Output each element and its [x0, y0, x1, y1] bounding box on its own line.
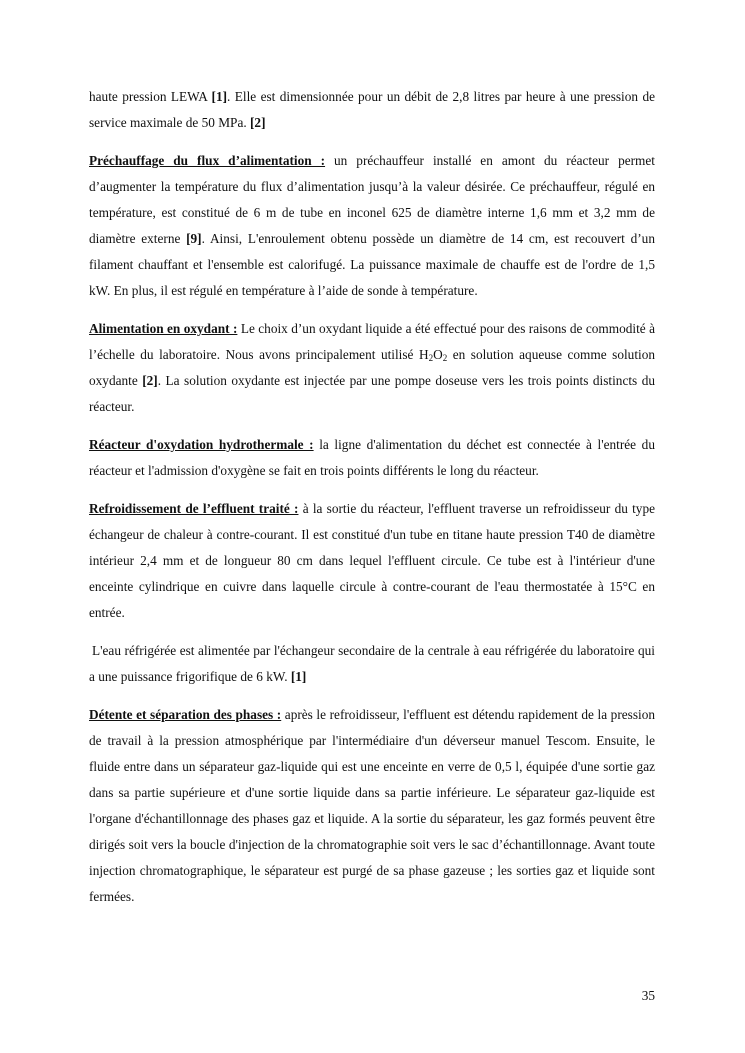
page-body [89, 84, 655, 922]
section-heading: Refroidissement de l’effluent traité : [89, 501, 299, 516]
paragraph-pump: haute pression LEWA [1]. Elle est dimensionnée pour un débit de 2,8 litres par heure à une pression de service maximale de 50 MPa. [2] [89, 89, 656, 130]
citation-ref: [2] [142, 373, 158, 388]
section-heading: Réacteur d'oxydation hydrothermale : [89, 437, 314, 452]
section-heading: Alimentation en oxydant : [89, 321, 238, 336]
paragraph-preheating: Préchauffage du flux d’alimentation : un préchauffeur installé en amont du réacteur permet d’augmenter la température du flux d’alimentation jusqu’à la valeur désirée. Ce préchauffeur, régulé en température, est constitué de 6 m de tube en inconel 625 de diamètre interne 1,6 mm et 3,2 mm de diamètre externe [9]. Ainsi, L'enroulement obtenu possède un diamètre de 14 cm, est recouvert d’un filament chauffant et l'ensemble est calorifugé. La puissance maximale de chauffe est de l'ordre de 1,5 kW. En plus, il est régulé en température à l’aide de sonde à température. [89, 153, 655, 298]
paragraph-chilled-water: L'eau réfrigérée est alimentée par l'échangeur secondaire de la centrale à eau réfrigérée du laboratoire qui a une puissance frigorifique de 6 kW. [1] [89, 643, 655, 684]
paragraph-cooling: Refroidissement de l’effluent traité : à la sortie du réacteur, l'effluent traverse un refroidisseur du type échangeur de chaleur à contre-courant. Il est constitué d'un tube en titane haute pression T40 de diamètre intérieur 2,4 mm et de longueur 80 cm dans lequel l'effluent circule. Ce tube est à l'intérieur d'une enceinte cylindrique en cuivre dans laquelle circule à contre-courant de l'eau thermostatée à 15°C en entrée. [89, 501, 655, 620]
page-number: 35 [641, 988, 655, 1003]
paragraph-phase-separation: Détente et séparation des phases : après le refroidisseur, l'effluent est détendu rapidement de la pression de travail à la pression atmosphérique par l'intermédiaire d'un déverseur manuel Tescom. Ensuite, le fluide entre dans un séparateur gaz-liquide qui est une enceinte en verre de 0,5 l, équipée d'une sortie gaz dans sa partie supérieure et d'une sortie liquide dans sa partie inférieure. Le séparateur gaz-liquide est l'organe d'échantillonnage des phases gaz et liquide. A la sortie du séparateur, les gaz formés peuvent être dirigés soit vers la boucle d'injection de la chromatographie soit vers le sac d’échantillonnage. Avant toute injection chromatographique, le séparateur est purgé de sa phase gazeuse ; les sorties gaz et liquide sont fermées. [89, 707, 655, 904]
paragraph-oxidant-feed: Alimentation en oxydant : Le choix d’un oxydant liquide a été effectué pour des raisons de commodité à l’échelle du laboratoire. Nous avons principalement utilisé $H_2O_2$ en solution aqueuse comme solution oxydante [2]. La solution oxydante est injectée par une pompe doseuse vers les trois points distincts du réacteur. [89, 321, 656, 414]
paragraph-reactor: Réacteur d'oxydation hydrothermale : la ligne d'alimentation du déchet est connectée à l'entrée du réacteur et l'admission d'oxygène se fait en trois points différents le long du réacteur. [89, 437, 655, 478]
citation-ref: [2] [250, 115, 266, 130]
citation-ref: [1] [290, 669, 307, 684]
section-heading: Préchauffage du flux d’alimentation : [89, 153, 326, 168]
citation-ref: [9] [186, 231, 202, 246]
section-heading: Détente et séparation des phases : [89, 707, 282, 722]
citation-ref: [1] [211, 89, 228, 104]
